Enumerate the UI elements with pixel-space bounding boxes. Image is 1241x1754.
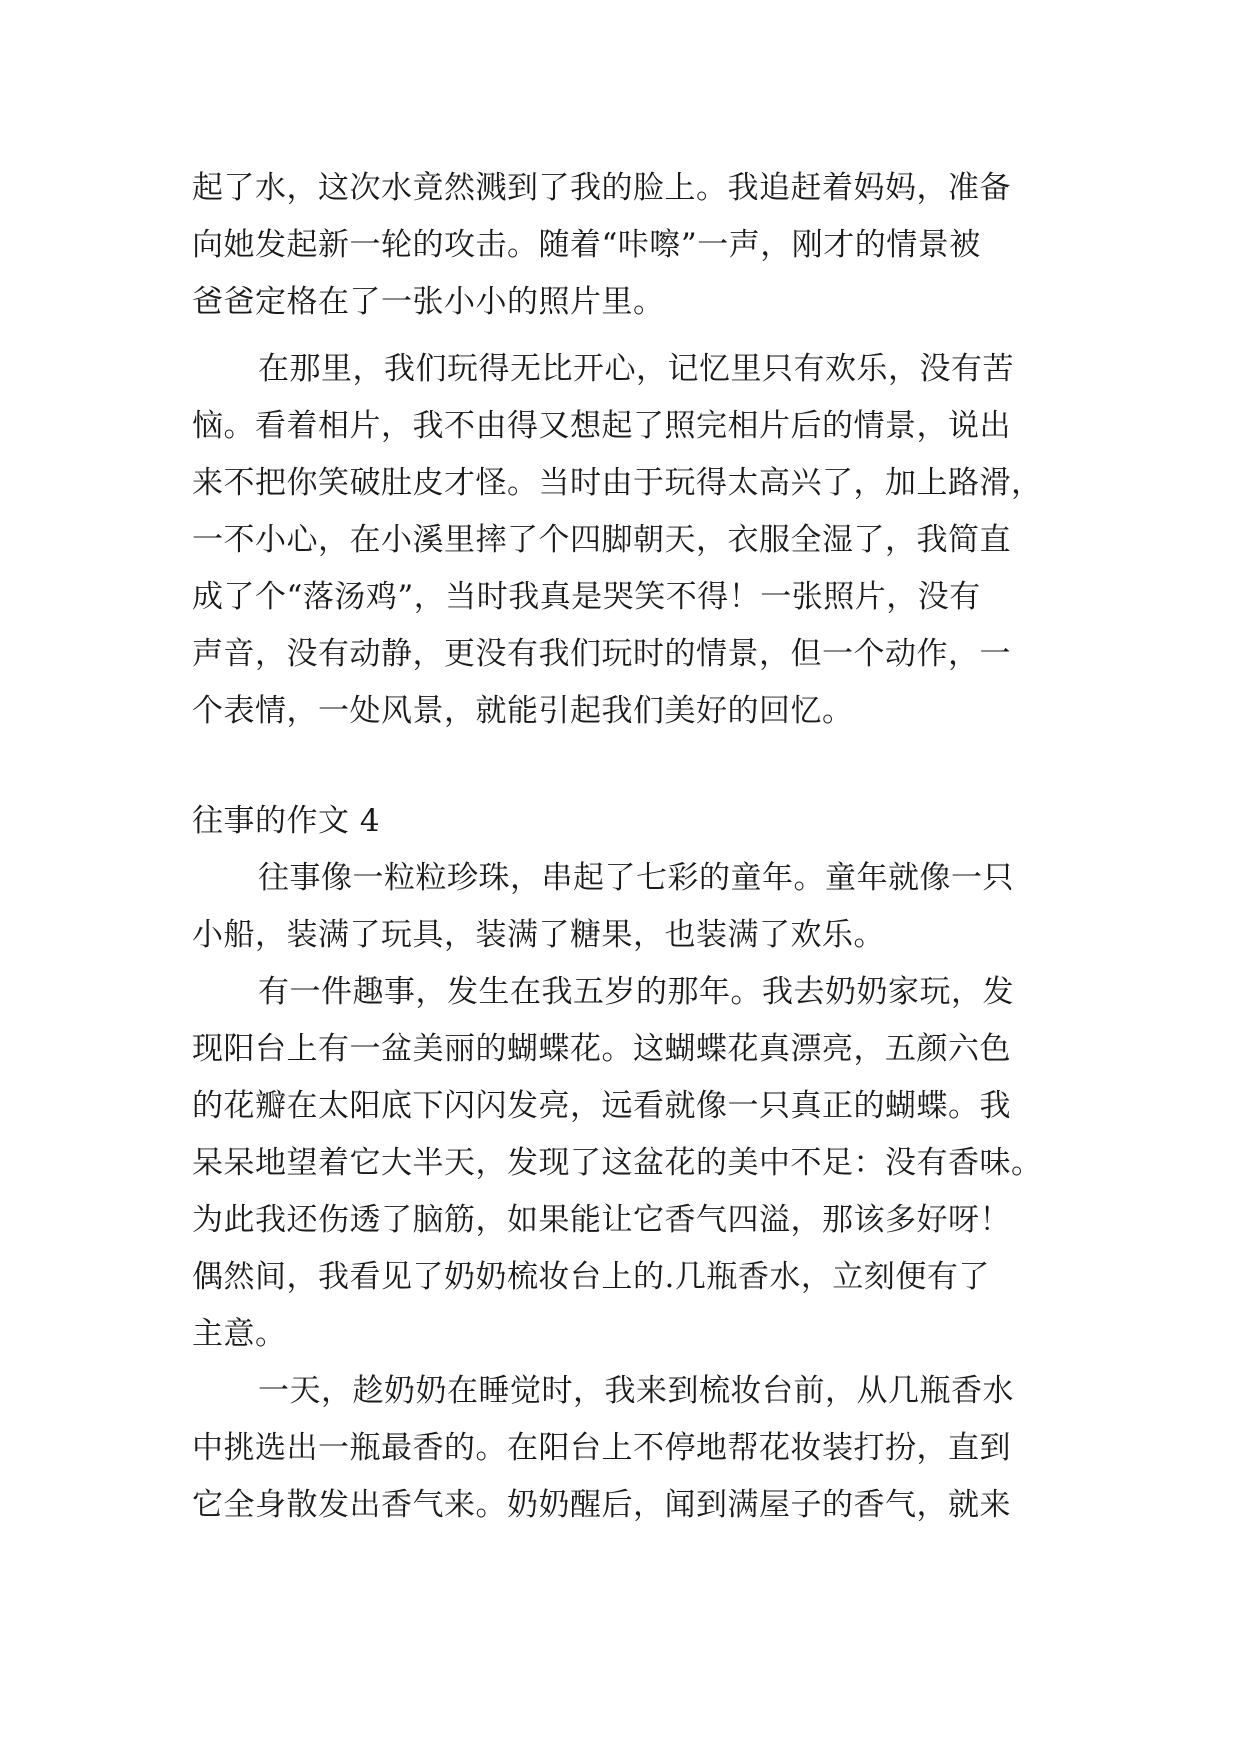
text-line: 向她发起新一轮的攻击。随着“咔嚓”一声，刚才的情景被 <box>192 227 981 263</box>
paragraph-memory <box>192 341 1072 740</box>
text-line: 中挑选出一瓶最香的。在阳台上不停地帮花妆装打扮，直到 <box>192 1430 1011 1466</box>
text-line: 有一件趣事，发生在我五岁的那年。我去奶奶家玩，发 <box>258 974 1014 1010</box>
text-line: 一天，趁奶奶在睡觉时，我来到梳妆台前，从几瓶香水 <box>258 1373 1014 1409</box>
text-line: 恼。看着相片，我不由得又想起了照完相片后的情景，说出 <box>192 408 1011 444</box>
text-line: 主意。 <box>192 1316 287 1352</box>
text-line: 小船，装满了玩具，装满了糖果，也装满了欢乐。 <box>192 917 885 953</box>
text-line: 呆呆地望着它大半天，发现了这盆花的美中不足：没有香味。 <box>192 1145 1043 1181</box>
text-line: 它全身散发出香气来。奶奶醒后，闻到满屋子的香气，就来 <box>192 1487 1011 1523</box>
text-line: 起了水，这次水竟然溅到了我的脸上。我追赶着妈妈，准备 <box>192 170 1011 206</box>
text-line: 的花瓣在太阳底下闪闪发亮，远看就像一只真正的蝴蝶。我 <box>192 1088 1011 1124</box>
paragraph-continuation <box>192 160 1072 331</box>
text-line: 来不把你笑破肚皮才怪。当时由于玩得太高兴了，加上路滑， <box>192 465 1043 501</box>
text-line: 偶然间，我看见了奶奶梳妆台上的.几瓶香水，立刻便有了 <box>192 1259 990 1295</box>
text-line: 爸爸定格在了一张小小的照片里。 <box>192 284 665 320</box>
paragraph-intro <box>192 850 1072 964</box>
text-line: 现阳台上有一盆美丽的蝴蝶花。这蝴蝶花真漂亮，五颜六色 <box>192 1031 1011 1067</box>
text-line: 一不小心，在小溪里摔了个四脚朝天，衣服全湿了，我简直 <box>192 522 1011 558</box>
text-line: 在那里，我们玩得无比开心，记忆里只有欢乐，没有苦 <box>258 351 1014 387</box>
document-page <box>192 160 1072 1534</box>
paragraph-perfume <box>192 1363 1072 1534</box>
section-heading: 往事的作文 4 <box>192 803 381 839</box>
text-line: 往事像一粒粒珍珠，串起了七彩的童年。童年就像一只 <box>258 860 1014 896</box>
text-line: 个表情，一处风景，就能引起我们美好的回忆。 <box>192 693 854 729</box>
paragraph-story <box>192 964 1072 1363</box>
text-line: 为此我还伤透了脑筋，如果能让它香气四溢，那该多好呀！ <box>192 1202 1011 1238</box>
text-line: 成了个“落汤鸡”，当时我真是哭笑不得！一张照片，没有 <box>192 579 981 615</box>
text-line: 声音，没有动静，更没有我们玩时的情景，但一个动作，一 <box>192 636 1011 672</box>
